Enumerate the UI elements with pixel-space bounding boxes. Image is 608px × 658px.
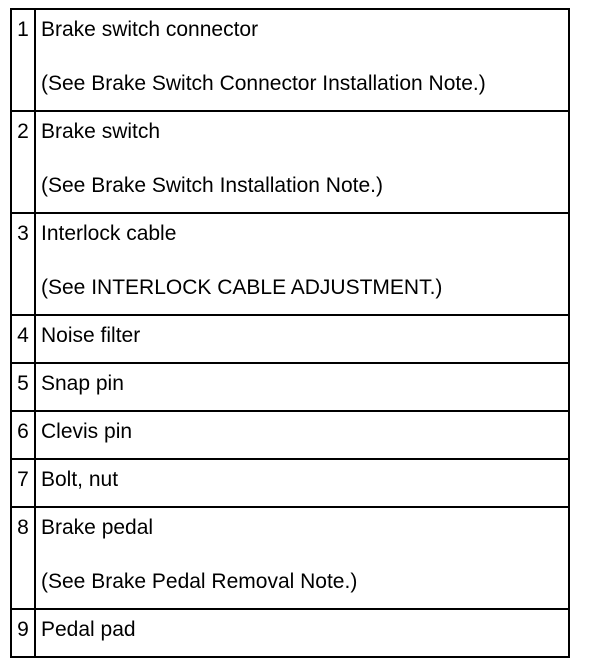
table-row <box>11 9 569 111</box>
part-name: Noise filter <box>41 324 141 347</box>
part-description <box>35 213 569 315</box>
part-number: 6 <box>11 411 35 459</box>
part-description <box>35 9 569 111</box>
part-description <box>35 507 569 609</box>
part-number: 1 <box>11 9 35 111</box>
part-number: 3 <box>11 213 35 315</box>
part-name: Brake switch <box>41 120 161 143</box>
part-name: Clevis pin <box>41 420 133 443</box>
table-row <box>11 315 569 363</box>
part-number: 4 <box>11 315 35 363</box>
table-row <box>11 411 569 459</box>
table-row <box>11 507 569 609</box>
part-description <box>35 609 569 657</box>
table-row <box>11 213 569 315</box>
part-number: 9 <box>11 609 35 657</box>
table-row <box>11 609 569 657</box>
part-number: 7 <box>11 459 35 507</box>
part-note: (See INTERLOCK CABLE ADJUSTMENT.) <box>41 276 443 299</box>
part-name: Bolt, nut <box>41 468 119 491</box>
table-row <box>11 459 569 507</box>
part-name: Snap pin <box>41 372 124 395</box>
part-description <box>35 411 569 459</box>
part-name: Brake pedal <box>41 516 154 539</box>
part-description <box>35 459 569 507</box>
part-note: (See Brake Switch Installation Note.) <box>41 174 383 197</box>
table-row <box>11 111 569 213</box>
part-name: Brake switch connector <box>41 18 259 41</box>
part-note: (See Brake Pedal Removal Note.) <box>41 570 358 593</box>
part-description <box>35 315 569 363</box>
part-description <box>35 363 569 411</box>
parts-table <box>10 8 570 658</box>
part-name: Interlock cable <box>41 222 177 245</box>
part-name: Pedal pad <box>41 618 136 641</box>
table-row <box>11 363 569 411</box>
part-note: (See Brake Switch Connector Installation Note.) <box>41 72 486 95</box>
part-number: 8 <box>11 507 35 609</box>
part-number: 2 <box>11 111 35 213</box>
part-number: 5 <box>11 363 35 411</box>
part-description <box>35 111 569 213</box>
